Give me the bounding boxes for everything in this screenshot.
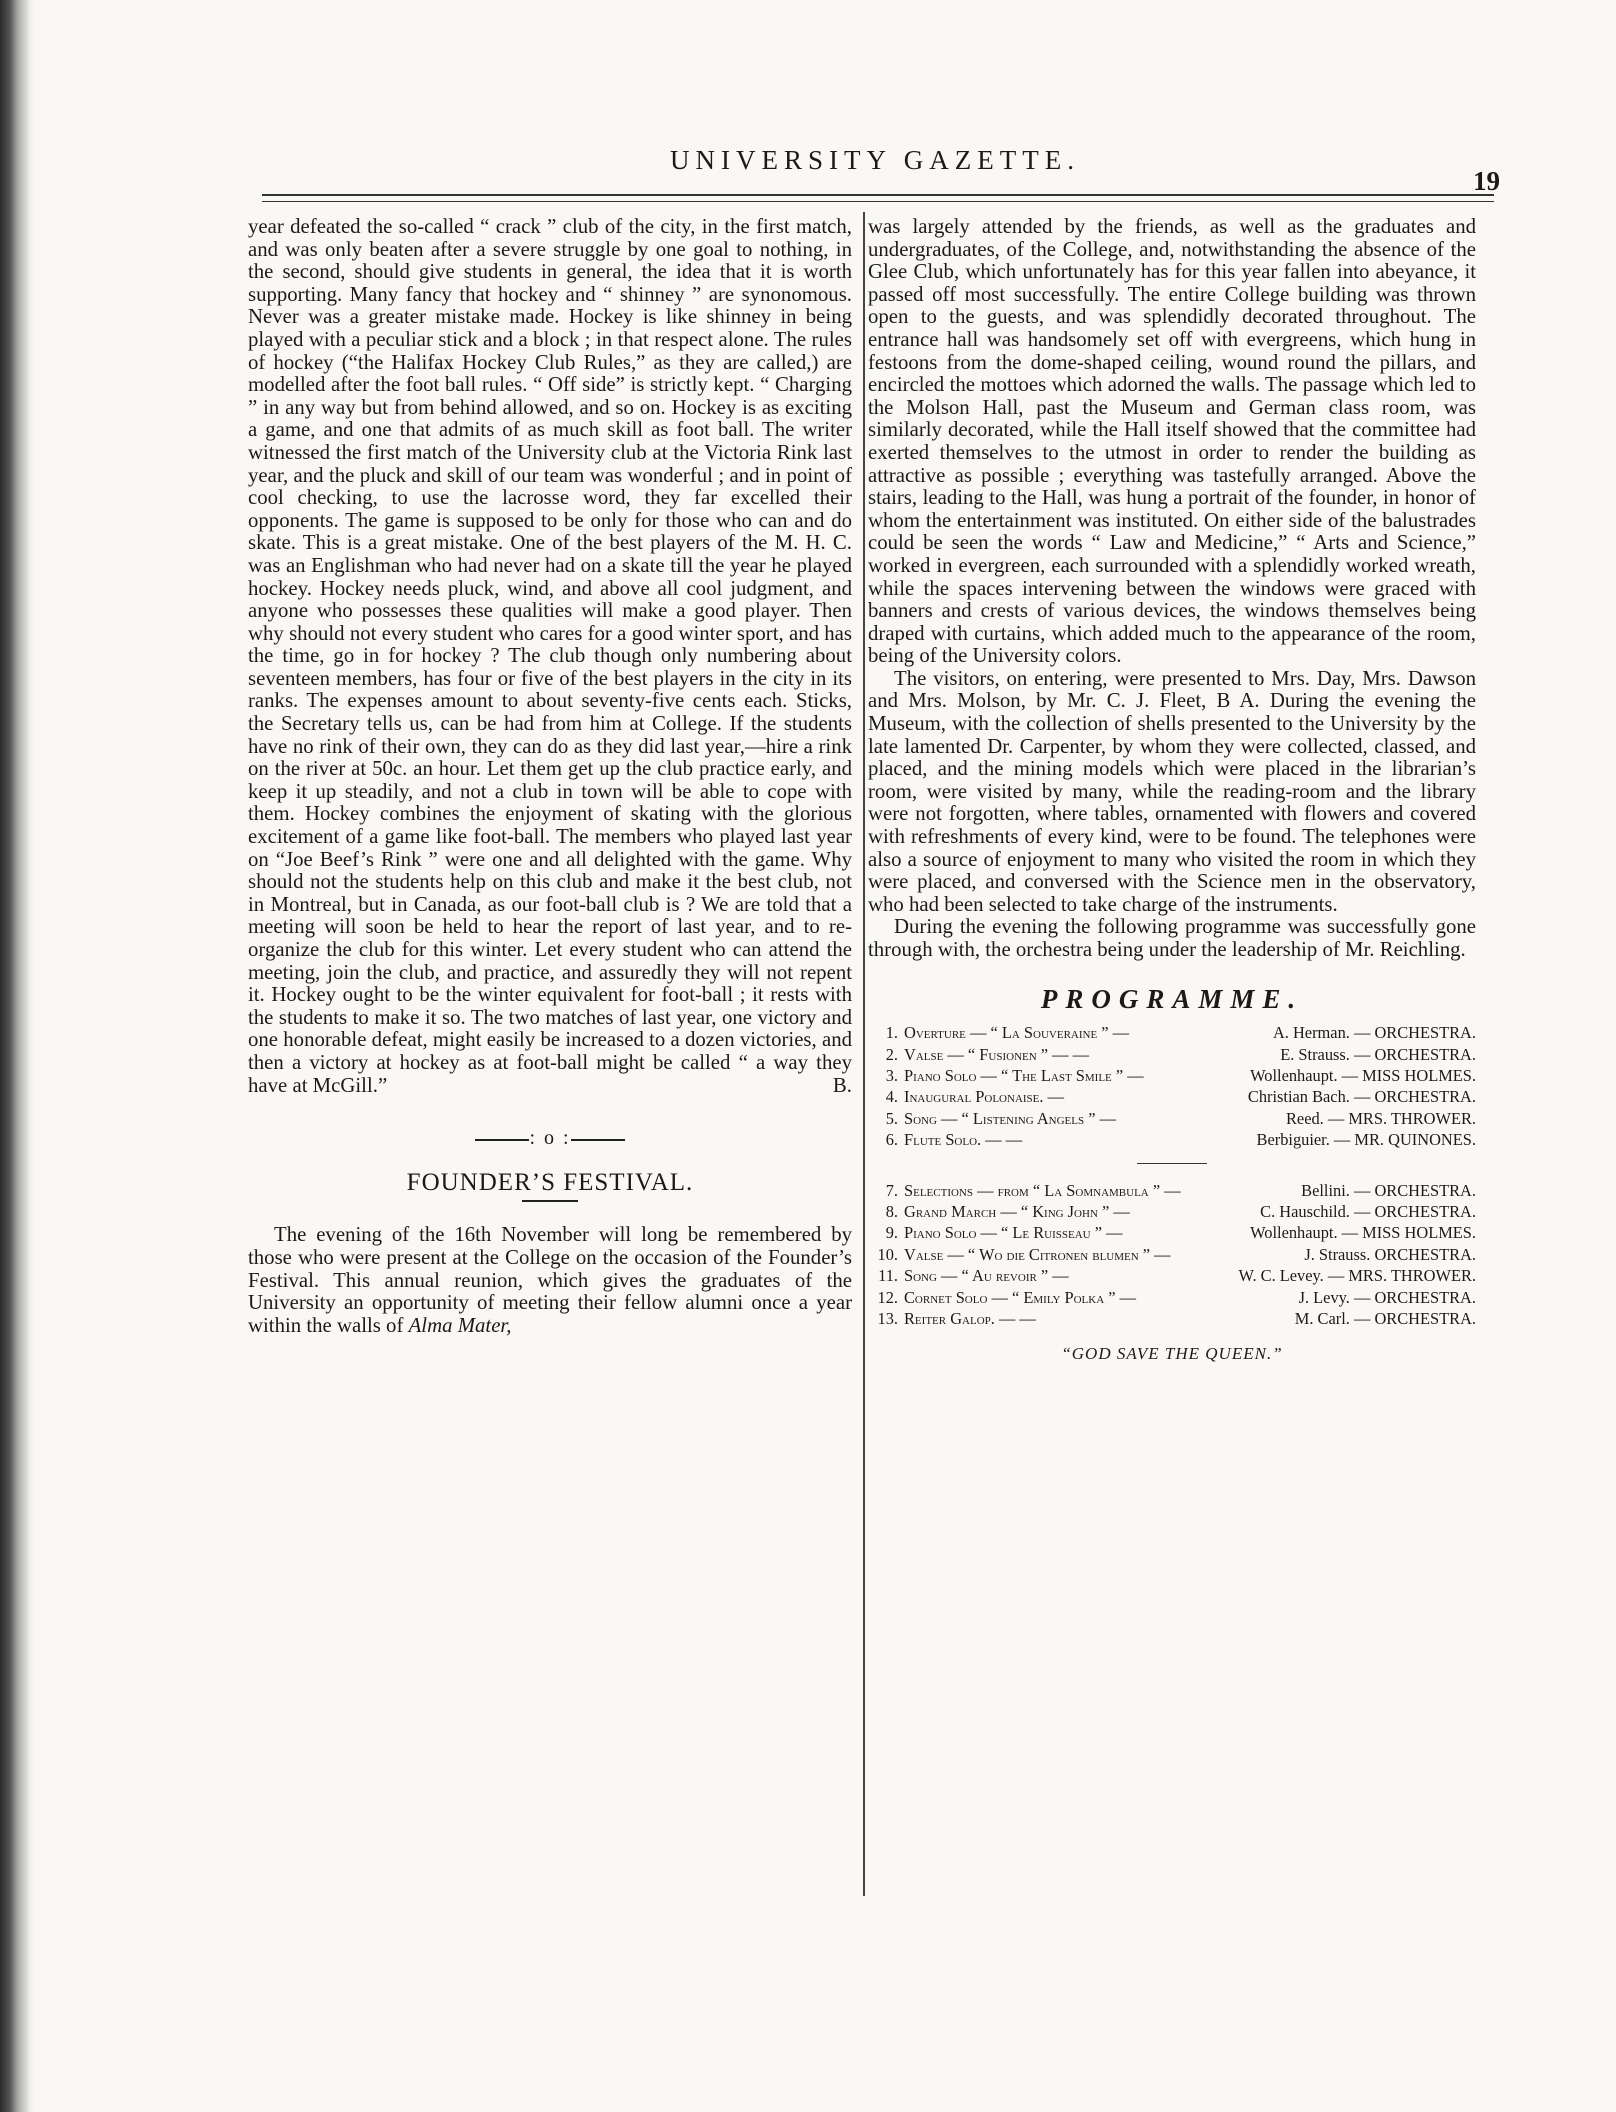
- programme-item: [870, 1129, 1476, 1150]
- programme-item: [870, 1308, 1476, 1329]
- item-number: 4.: [885, 1087, 898, 1107]
- programme-part-1: [868, 1022, 1476, 1150]
- programme-item: [870, 1044, 1476, 1065]
- binding-edge: [0, 0, 34, 2112]
- running-head: UNIVERSITY GAZETTE.: [670, 145, 1080, 175]
- item-title: Selections — from “ La Somnambula ” —: [904, 1180, 1181, 1200]
- festival-paragraph-2: The visitors, on entering, were presented to Mrs. Day, Mrs. Dawson and Mrs. Molson, by Mr. C. J. Fleet, B A. During the evening the Museum, with the collection of shells presented to the University by the late lamented Dr. Carpenter, by whom they were collected, classed, and placed, and the mining models which were placed in the librarian’s room, were visited by many, while the reading-room and the library were not forgotten, where tables, ornamented with flowers and covered with refreshments of every kind, were to be found. The telephones were also a source of enjoyment to many who visited the room in which they were placed, and conversed with the Science men in the observatory, who had been selected to take charge of the instruments.: [868, 666, 1476, 916]
- programme-item: [870, 1287, 1476, 1308]
- item-number: 8.: [885, 1202, 898, 1222]
- programme-title: PROGRAMME.: [1040, 983, 1304, 1014]
- item-number: 9.: [885, 1223, 898, 1243]
- article-signature: B.: [832, 1073, 852, 1097]
- item-performer: W. C. Levey. — MRS. THROWER.: [1238, 1266, 1476, 1286]
- item-title: Overture — “ La Souveraine ” —: [904, 1023, 1130, 1043]
- festival-paragraph-1: was largely attended by the friends, as well as the graduates and undergraduates, of the College, and, notwithstanding the absence of the Glee Club, which unfortunately has for this year fallen into abeyance, it passed off most successfully. The entire College building was thrown open to the guests, and was splendidly decorated throughout. The entrance hall was handsomely set off with evergreens, which hung in festoons from the dome-shaped ceiling, wound round the pillars, and encircled the mottoes which adorned the walls. The passage which led to the Molson Hall, past the Museum and German class room, was similarly decorated, while the Hall itself showed that the committee had exerted themselves to the utmost in order to render the building as attractive as possible ; everything was tastefully arranged. Above the stairs, leading to the Hall, was hung a portrait of the founder, in honor of whom the entertainment was instituted. On either side of the balustrades could be seen the words “ Law and Medicine,” “ Arts and Science,” worked in evergreen, each surrounded with a splendidly worked wreath, while the spaces intervening between the windows were graced with banners and crests of various devices, the windows themselves being draped with curtains, which added much to the appearance of the room, being of the University colors.: [868, 215, 1476, 668]
- item-number: 3.: [885, 1066, 898, 1085]
- item-title: Piano Solo — “ The Last Smile ” —: [904, 1066, 1144, 1085]
- programme-break-rule: [1137, 1163, 1207, 1164]
- item-performer: Berbiguier. — MR. QUINONES.: [1256, 1130, 1476, 1150]
- header-double-rule: [262, 194, 1494, 202]
- item-number: 6.: [885, 1130, 898, 1150]
- item-performer: Wollenhaupt. — MISS HOLMES.: [1250, 1223, 1476, 1243]
- section-divider: [248, 1127, 852, 1150]
- programme-item: [870, 1086, 1476, 1107]
- item-title: Grand March — “ King John ” —: [904, 1202, 1130, 1222]
- divider-ornament: : o :: [529, 1127, 571, 1150]
- item-title: Reiter Galop. — —: [904, 1309, 1036, 1329]
- right-column: [868, 216, 1476, 1366]
- programme-item: [870, 1180, 1476, 1201]
- item-performer: Bellini. — ORCHESTRA.: [1301, 1180, 1476, 1200]
- item-performer: Wollenhaupt. — MISS HOLMES.: [1250, 1066, 1476, 1085]
- item-performer: E. Strauss. — ORCHESTRA.: [1280, 1044, 1476, 1064]
- item-title: Song — “ Listening Angels ” —: [904, 1108, 1116, 1128]
- anthem-line: “GOD SAVE THE QUEEN.”: [1061, 1344, 1283, 1364]
- page-number: 19: [1473, 166, 1500, 196]
- item-title: Song — “ Au revoir ” —: [904, 1266, 1069, 1286]
- item-number: 11.: [878, 1266, 898, 1286]
- item-performer: C. Hauschild. — ORCHESTRA.: [1260, 1202, 1476, 1222]
- item-performer: Reed. — MRS. THROWER.: [1285, 1108, 1476, 1128]
- column-divider: [863, 212, 865, 1896]
- item-performer: Christian Bach. — ORCHESTRA.: [1247, 1087, 1476, 1107]
- item-title: Valse — “ Fusionen ” — —: [904, 1044, 1090, 1064]
- item-number: 10.: [877, 1244, 898, 1264]
- item-performer: A. Herman. — ORCHESTRA.: [1272, 1023, 1476, 1043]
- title-rule: [522, 1200, 578, 1202]
- item-number: 5.: [885, 1108, 898, 1128]
- festival-intro: [248, 1224, 852, 1337]
- item-number: 13.: [877, 1309, 898, 1329]
- programme-item: [870, 1201, 1476, 1222]
- item-performer: J. Strauss. ORCHESTRA.: [1304, 1244, 1476, 1264]
- item-number: 2.: [885, 1044, 898, 1064]
- programme-item: [870, 1065, 1476, 1086]
- item-title: Inaugural Polonaise. —: [904, 1087, 1064, 1107]
- item-performer: J. Levy. — ORCHESTRA.: [1298, 1287, 1476, 1307]
- item-title: Cornet Solo — “ Emily Polka ” —: [904, 1287, 1137, 1307]
- item-number: 1.: [885, 1023, 898, 1043]
- programme-item: [870, 1265, 1476, 1286]
- programme-item: [870, 1022, 1476, 1043]
- hockey-article-text: year defeated the so-called “ crack ” club of the city, in the first match, and was only beaten after a severe struggle by one goal to nothing, in the second, should give students in general, the idea that it is worth supporting. Many fancy that hockey and “ shinney ” are synonomous. Never was a greater mistake made. Hockey is like shinney in being played with a peculiar stick and a block ; in that respect alone. The rules of hockey (“the Halifax Hockey Club Rules,” as they are called,) are modelled after the foot ball rules. “ Off side” is strictly kept. “ Charging ” in any way but from behind allowed, and so on. Hockey is as exciting a game, and one that admits of as much skill as foot ball. The writer witnessed the first match of the University club at the Victoria Rink last year, and the pluck and skill of our team was wonderful ; and in point of cool checking, to use the lacrosse word, they far excelled their opponents. The game is supposed to be only for those who can and do skate. This is a great mistake. One of the best players of the M. H. C. was an Englishman who had never had on a skate till the year he played hockey. Hockey needs pluck, wind, and above all cool judgment, and anyone who possesses these qualities will make a good player. Then why should not every student who cares for a good winter sport, and has the time, go in for hockey ? The club though only numbering about seventeen members, has four or five of the best players in the city in its ranks. The expenses amount to about seventy-five cents each. Sticks, the Secretary tells us, can be had from him at College. If the students have no rink of their own, they can do as they did last year,—hire a rink on the river at 50c. an hour. Let them get up the club practice early, and keep it up steadily, and not a club in town will be able to cope with them. Hockey combines the enjoyment of skating with the glorious excitement of a game like foot-ball. The members who played last year on “Joe Beef’s Rink ” were one and all delighted with the game. Why should not the students help on this club and make it the best club, not in Montreal, but in Canada, as our foot-ball club is ? We are told that a meeting will soon be held to hear the report of last year, and to re-organize the club for this winter. Let every student who can attend the meeting, join the club, and practice, and assuredly they will not repent it. Hockey ought to be the winter equivalent for foot-ball ; it rests with the students to make it so. The two matches of last year, one victory and one honorable defeat, might easily be increased to a dozen victories, and then a victory at hockey as at foot-ball might be called “ a way they have at McGill.”: [248, 215, 852, 1097]
- item-title: Valse — “ Wo die Citronen blumen ” —: [904, 1244, 1171, 1264]
- item-number: 12.: [877, 1287, 898, 1307]
- left-column: [248, 216, 852, 1337]
- programme-item: [870, 1108, 1476, 1129]
- programme-part-2: [868, 1180, 1476, 1330]
- festival-title: FOUNDER’S FESTIVAL.: [406, 1168, 694, 1196]
- festival-paragraph-3: During the evening the following programme was successfully gone through with, the orchestra being under the leadership of Mr. Reichling.: [868, 915, 1476, 961]
- programme-item: [870, 1244, 1476, 1265]
- alma-mater: Alma Mater,: [408, 1313, 512, 1337]
- item-number: 7.: [885, 1180, 898, 1200]
- item-title: Piano Solo — “ Le Ruisseau ” —: [904, 1223, 1123, 1243]
- item-title: Flute Solo. — —: [904, 1130, 1023, 1150]
- item-performer: M. Carl. — ORCHESTRA.: [1294, 1309, 1476, 1329]
- hockey-article: [248, 216, 852, 1097]
- programme-item: [870, 1222, 1476, 1243]
- festival-intro-text: The evening of the 16th November will long be remembered by those who were present at the College on the occasion of the Founder’s Festival. This annual reunion, which gives the graduates of the University an opportunity of meeting their fellow alumni once a year within the walls of: [248, 1223, 852, 1337]
